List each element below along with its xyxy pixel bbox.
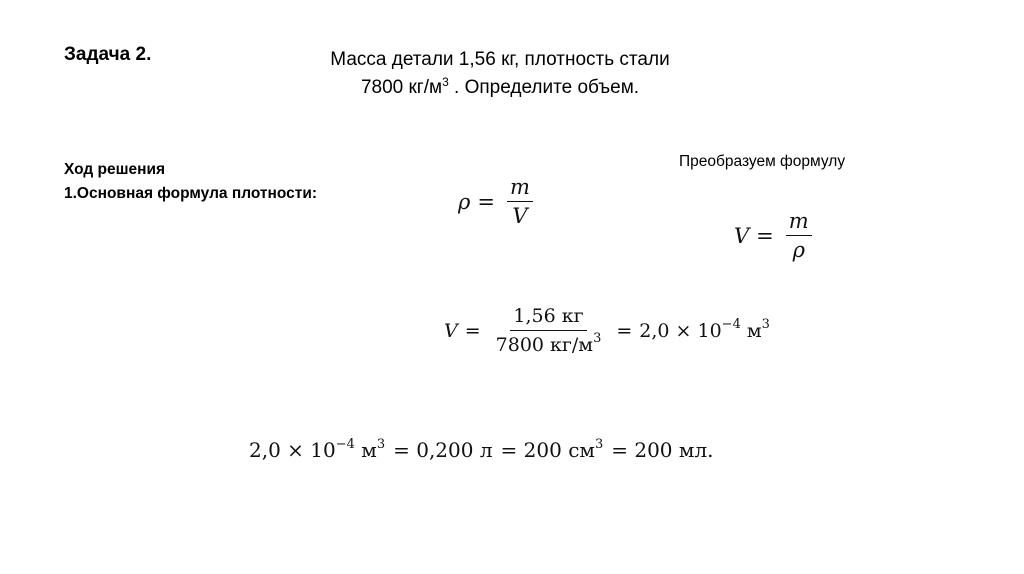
conversion-cm-exponent: 3 [594, 437, 604, 452]
problem-line-2-end: . Определите объем. [448, 77, 640, 98]
result-mantissa: 2,0 × 10 [639, 319, 722, 342]
volume-symbol: V [444, 319, 458, 342]
conversion-cubic-meters [249, 438, 385, 462]
equals-sign: = [477, 189, 495, 214]
fraction-numerator: 1,56 кг [510, 305, 586, 331]
fraction-numerator: m [786, 210, 812, 236]
volume-symbol: V [734, 223, 750, 248]
result-exponent: −4 [721, 316, 741, 332]
result-unit-exponent: 3 [761, 316, 770, 332]
calculation-fraction [493, 305, 605, 356]
denominator-value: 7800 кг/м [495, 334, 594, 356]
problem-exponent: 3 [442, 75, 449, 89]
conversion-liters: = 0,200 л [393, 438, 493, 462]
fraction-denominator: V [512, 204, 528, 228]
calculation-formula [444, 305, 770, 356]
conversion-unit-exponent: 3 [376, 437, 386, 452]
problem-line-1: Масса детали 1,56 кг, плотность стали [330, 49, 670, 70]
fraction-denominator [493, 331, 605, 356]
density-formula [458, 176, 538, 227]
problem-line-2 [270, 74, 730, 102]
equals-sign: = [756, 223, 774, 248]
fraction-denominator: ρ [792, 238, 805, 262]
density-symbol: ρ [458, 189, 471, 214]
conversion-milliliters: = 200 мл. [611, 438, 714, 462]
volume-formula [734, 210, 817, 261]
solution-step-1: 1.Основная формула плотности: [64, 185, 318, 202]
volume-fraction [786, 210, 812, 261]
fraction-numerator: m [507, 176, 533, 202]
conversion-unit: м [354, 438, 377, 462]
conversion-cm-value: = 200 см [500, 438, 595, 462]
solution-section [64, 158, 317, 206]
conversion-exponent: −4 [335, 437, 355, 452]
transform-label: Преобразуем формулу [679, 153, 846, 170]
task-title: Задача 2. [64, 44, 152, 65]
conversion-formula [249, 438, 714, 462]
solution-heading: Ход решения [64, 161, 166, 178]
calculation-result [639, 316, 770, 342]
equals-sign: = [616, 319, 633, 342]
result-unit: м [740, 319, 762, 342]
problem-statement [270, 46, 730, 102]
equals-sign: = [464, 319, 481, 342]
conversion-cubic-centimeters [501, 438, 604, 462]
denominator-exponent: 3 [593, 331, 602, 346]
density-fraction [507, 176, 533, 227]
conversion-mantissa: 2,0 × 10 [249, 438, 336, 462]
problem-line-2-start: 7800 кг/м [360, 77, 443, 98]
